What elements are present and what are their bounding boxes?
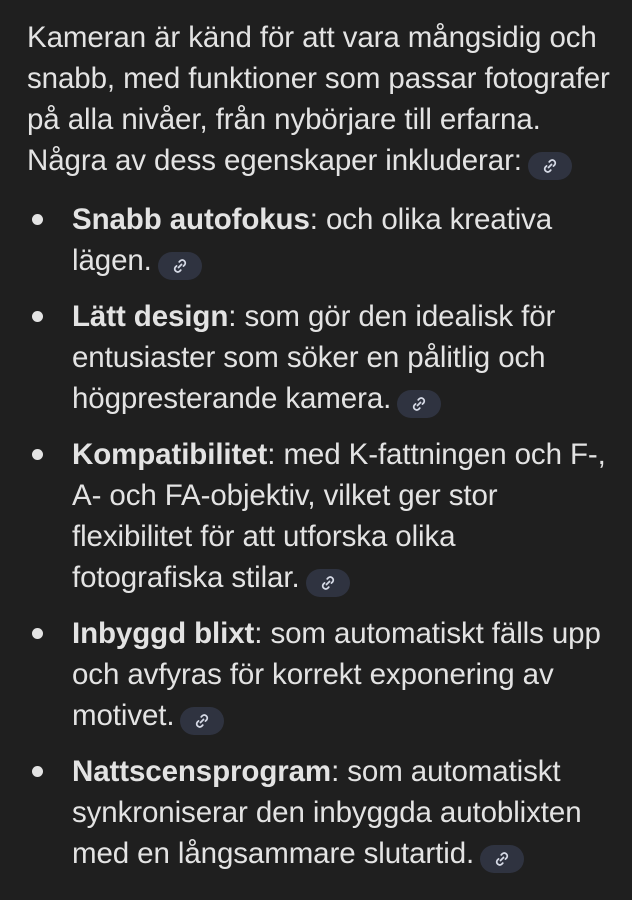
link-icon [319, 574, 337, 592]
source-link-chip[interactable] [158, 252, 202, 280]
feature-text: : som gör den idealisk för entusiaster som söker en pålitlig och högpresterande kamera. [72, 300, 556, 415]
feature-term: Inbyggd blixt [72, 617, 255, 650]
link-icon [410, 395, 428, 413]
list-item [27, 751, 612, 874]
bullet-dot [32, 628, 43, 639]
link-icon [193, 712, 211, 730]
list-item [27, 199, 612, 281]
list-item [27, 296, 612, 419]
link-icon [541, 157, 559, 175]
feature-term: Kompatibilitet [72, 438, 268, 471]
link-icon [171, 257, 189, 275]
feature-term: Snabb autofokus [72, 203, 310, 236]
feature-text: : som automatiskt fälls upp och avfyras för korrekt exponering av motivet. [72, 617, 601, 732]
feature-text: : med K-fattningen och F-, A- och FA-objektiv, vilket ger stor flexibilitet för att utforska olika fotografiska stilar. [72, 438, 606, 594]
list-item [27, 434, 612, 598]
source-link-chip[interactable] [306, 569, 350, 597]
bullet-dot [32, 214, 43, 225]
bullet-dot [32, 766, 43, 777]
source-link-chip[interactable] [180, 707, 224, 735]
feature-list [27, 199, 612, 874]
feature-term: Lätt design [72, 300, 229, 333]
feature-text: : och olika kreativa lägen. [72, 203, 553, 277]
intro-paragraph [27, 17, 612, 181]
source-link-chip[interactable] [528, 152, 572, 180]
intro-text: Kameran är känd för att vara mångsidig och snabb, med funktioner som passar fotografer på alla nivåer, från nybörjare till erfarna. Några av dess egenskaper inkluderar: [27, 21, 610, 177]
feature-term: Nattscensprogram [72, 755, 332, 788]
bullet-dot [32, 311, 43, 322]
source-link-chip[interactable] [480, 845, 524, 873]
bullet-dot [32, 449, 43, 460]
list-item [27, 613, 612, 736]
link-icon [493, 850, 511, 868]
feature-text: : som automatiskt synkroniserar den inbyggda autoblixten med en långsammare slutartid. [72, 755, 582, 870]
source-link-chip[interactable] [397, 390, 441, 418]
